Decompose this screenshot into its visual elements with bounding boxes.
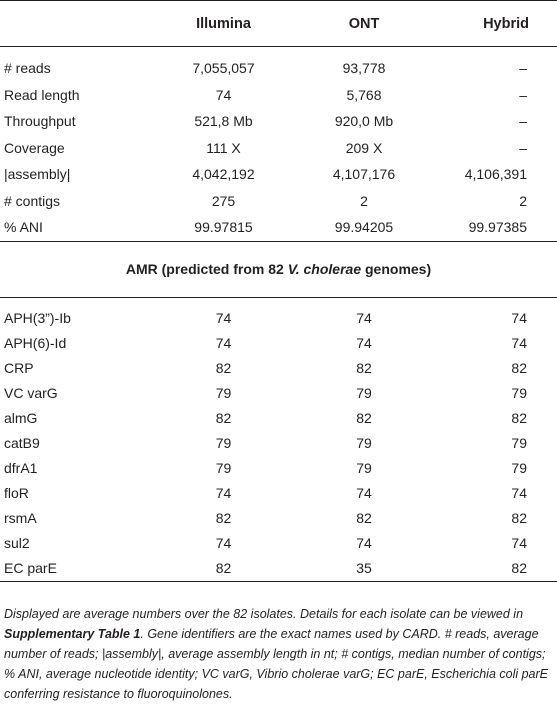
table-cell: 74 bbox=[511, 535, 527, 551]
table-cell: 74 bbox=[215, 535, 232, 551]
footnote-part1: Displayed are average numbers over the 82 isolates. Details for each isolate can be viewed in bbox=[4, 607, 524, 621]
amr-section-title bbox=[0, 241, 557, 297]
amr-section-header bbox=[0, 241, 557, 297]
row-label: % ANI bbox=[4, 219, 43, 236]
table-cell: 79 bbox=[215, 460, 232, 476]
table-cell: 74 bbox=[511, 335, 527, 351]
table-cell: 82 bbox=[215, 360, 232, 376]
table-cell: – bbox=[519, 113, 527, 130]
table-cell: 93,778 bbox=[342, 60, 386, 77]
amr-title-species: V. cholerae bbox=[287, 261, 362, 277]
table-row bbox=[0, 331, 557, 356]
row-label: almG bbox=[4, 410, 38, 426]
header-illumina: Illumina bbox=[196, 15, 251, 32]
table-row bbox=[0, 214, 557, 241]
table-row bbox=[0, 406, 557, 431]
table-cell: 79 bbox=[356, 460, 372, 476]
spacer-row bbox=[0, 297, 557, 306]
table-cell: 4,107,176 bbox=[332, 166, 396, 183]
table-cell: 74 bbox=[356, 310, 372, 326]
header-row bbox=[0, 1, 557, 47]
table-cell: 74 bbox=[215, 335, 232, 351]
table-cell: 79 bbox=[511, 460, 527, 476]
table-cell: – bbox=[519, 86, 527, 103]
table-row bbox=[0, 531, 557, 556]
row-label: # contigs bbox=[4, 192, 61, 209]
table-row bbox=[0, 306, 557, 331]
table-row bbox=[0, 456, 557, 481]
table-cell: – bbox=[519, 60, 527, 77]
table-cell: 79 bbox=[356, 435, 372, 451]
table-cell: 74 bbox=[215, 310, 232, 326]
table-cell: 79 bbox=[215, 385, 232, 401]
row-label: rsmA bbox=[4, 510, 37, 526]
row-label: VC varG bbox=[4, 385, 58, 401]
header-empty bbox=[0, 1, 150, 47]
table-cell: 79 bbox=[511, 385, 527, 401]
table-cell: 209 X bbox=[345, 139, 383, 156]
table-row bbox=[0, 55, 557, 82]
table-cell: 82 bbox=[511, 410, 527, 426]
row-label: Read length bbox=[4, 86, 80, 103]
table-header bbox=[0, 1, 557, 47]
table-cell: 79 bbox=[356, 385, 372, 401]
amr-title-suffix: genomes) bbox=[361, 261, 432, 277]
table-cell: 111 X bbox=[206, 139, 241, 156]
table-cell: 99.97385 bbox=[468, 219, 527, 236]
table-cell: 74 bbox=[356, 335, 372, 351]
table-cell: 82 bbox=[356, 510, 372, 526]
table-cell: 275 bbox=[211, 192, 236, 209]
row-label: # reads bbox=[4, 60, 51, 77]
table-cell: 82 bbox=[511, 360, 527, 376]
table-cell: 74 bbox=[356, 535, 372, 551]
table-cell: – bbox=[519, 139, 527, 156]
header-ont: ONT bbox=[348, 15, 380, 32]
footnote-part2: . Gene identifiers are the exact names used by CARD. # reads, average number of reads; |assembly|, average assembly length in nt; # contigs, median number of contigs; % ANI, average nucleotide identity; VC varG, Vibrio cholerae varG; EC parE, Escherichia coli parE conferring resistance to fluoroquinolones. bbox=[4, 627, 549, 701]
table-cell: 79 bbox=[511, 435, 527, 451]
table-row bbox=[0, 82, 557, 109]
table-cell: 4,106,391 bbox=[464, 166, 527, 183]
table-cell: 5,768 bbox=[346, 86, 382, 103]
row-label: APH(3”)-Ib bbox=[4, 310, 71, 326]
table-footnote bbox=[4, 604, 552, 704]
table-row bbox=[0, 556, 557, 582]
table-cell: 82 bbox=[150, 556, 297, 582]
header-hybrid: Hybrid bbox=[483, 15, 529, 32]
table-cell: 82 bbox=[431, 556, 557, 582]
table-cell: 35 bbox=[297, 556, 431, 582]
row-label: APH(6)-Id bbox=[4, 335, 67, 351]
amr-section bbox=[0, 297, 557, 581]
row-label: floR bbox=[4, 485, 29, 501]
table-cell: 2 bbox=[360, 192, 368, 209]
table-cell: 74 bbox=[511, 310, 527, 326]
row-label: dfrA1 bbox=[4, 460, 38, 476]
row-label: CRP bbox=[4, 360, 34, 376]
row-label: catB9 bbox=[4, 435, 40, 451]
supplementary-table-link[interactable]: Supplementary Table 1 bbox=[4, 627, 141, 641]
table-row bbox=[0, 381, 557, 406]
table-row bbox=[0, 356, 557, 381]
table-row bbox=[0, 108, 557, 135]
row-label: sul2 bbox=[4, 535, 30, 551]
stats-section bbox=[0, 47, 557, 242]
table-cell: 82 bbox=[511, 510, 527, 526]
table-cell: 2 bbox=[519, 192, 527, 209]
spacer-row bbox=[0, 47, 557, 56]
table-cell: 99.94205 bbox=[334, 219, 394, 236]
table-row bbox=[0, 188, 557, 215]
table-cell: 74 bbox=[356, 485, 372, 501]
table-cell: 99.97815 bbox=[194, 219, 253, 236]
table-cell: 74 bbox=[215, 485, 232, 501]
table-cell: 82 bbox=[356, 360, 372, 376]
table-cell: 7,055,057 bbox=[192, 60, 255, 77]
table-cell: 920,0 Mb bbox=[334, 113, 394, 130]
table-cell: 82 bbox=[215, 510, 232, 526]
table-cell: 521,8 Mb bbox=[194, 113, 253, 130]
table-cell: 4,042,192 bbox=[192, 166, 255, 183]
table-row bbox=[0, 431, 557, 456]
table-row bbox=[0, 481, 557, 506]
table-row bbox=[0, 506, 557, 531]
table-cell: 79 bbox=[215, 435, 232, 451]
row-label: |assembly| bbox=[4, 166, 71, 183]
amr-section-row bbox=[0, 241, 557, 297]
table-cell: 74 bbox=[511, 485, 527, 501]
table-cell: 74 bbox=[215, 86, 232, 103]
row-label: Throughput bbox=[4, 113, 76, 130]
table-cell: 82 bbox=[215, 410, 232, 426]
table-cell: 82 bbox=[356, 410, 372, 426]
row-label: EC parE bbox=[0, 556, 150, 582]
row-label: Coverage bbox=[4, 139, 65, 156]
table-row bbox=[0, 161, 557, 188]
table-row bbox=[0, 135, 557, 162]
amr-title-prefix: AMR (predicted from 82 bbox=[125, 261, 288, 277]
